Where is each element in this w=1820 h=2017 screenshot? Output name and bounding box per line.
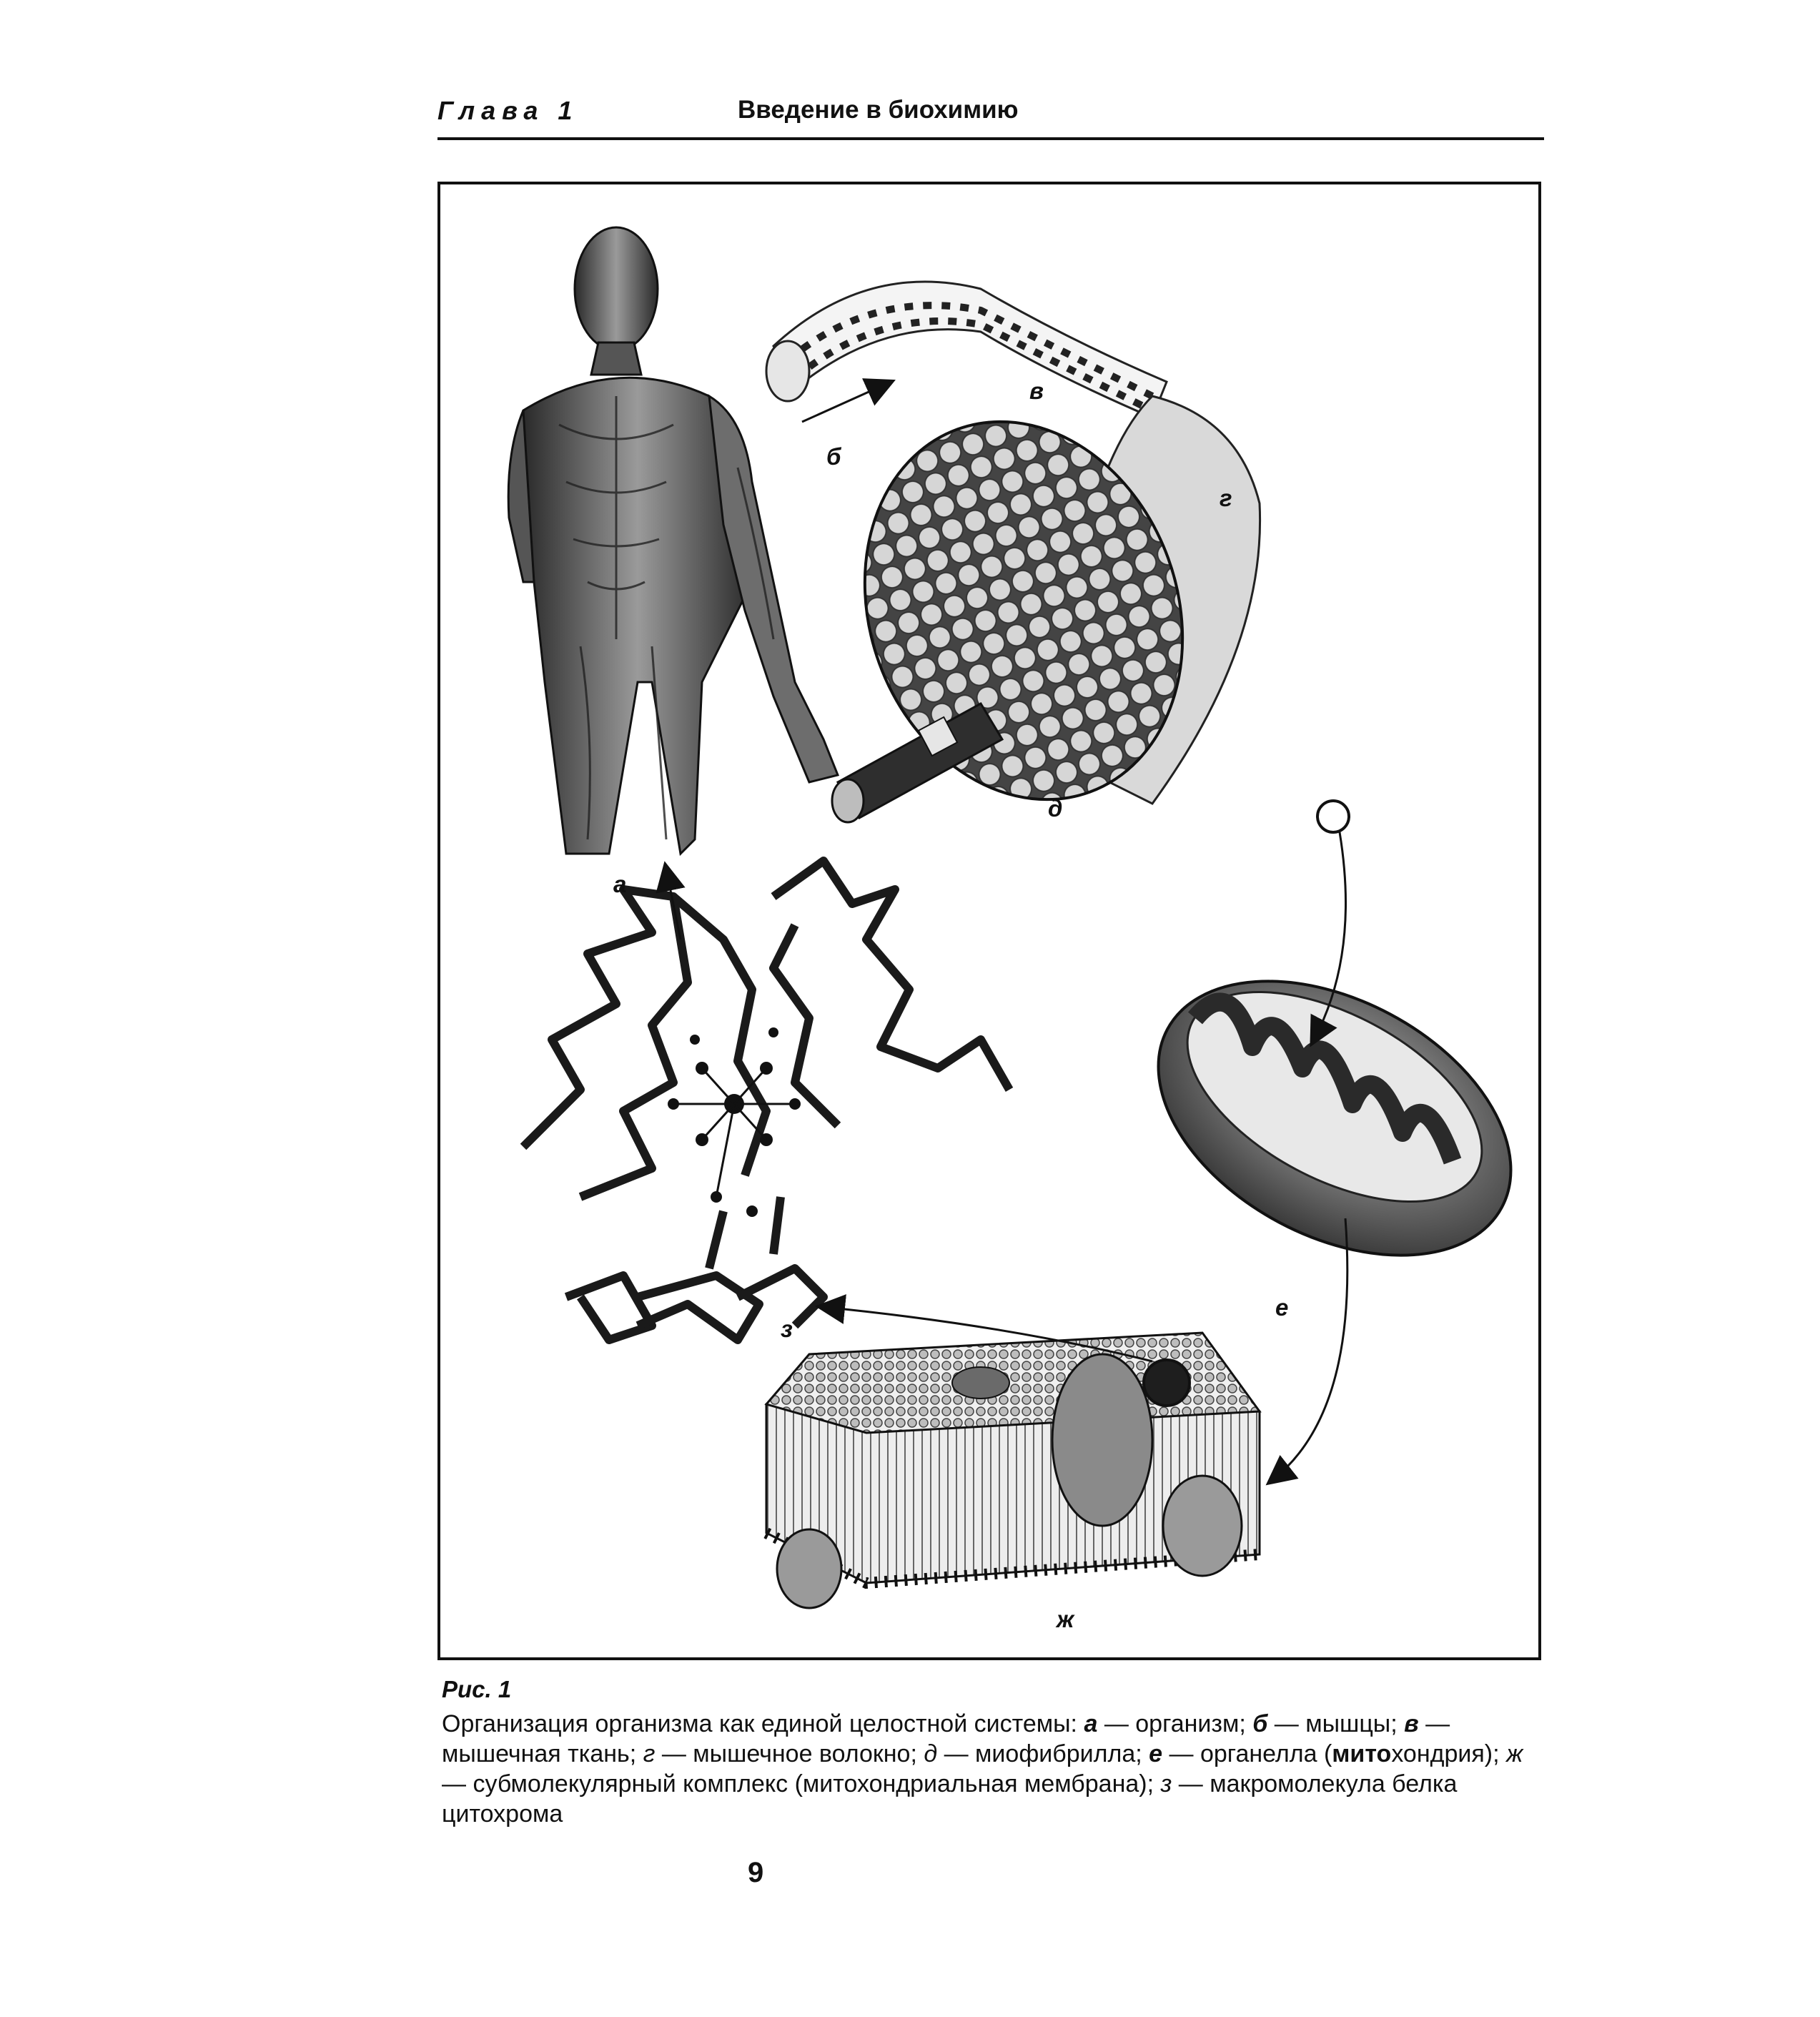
label-e: е	[1275, 1294, 1289, 1321]
label-v: в	[1029, 378, 1044, 404]
arrow-b-to-v	[802, 383, 888, 422]
chapter-label: Глава 1	[437, 96, 579, 125]
membrane-drawing	[766, 1333, 1260, 1608]
muscle-tissue-drawing	[766, 282, 1167, 418]
running-header	[437, 94, 1544, 140]
caption-key-a: а	[1084, 1710, 1098, 1737]
caption-item-b: — мышцы;	[1267, 1710, 1405, 1737]
label-b: б	[826, 443, 841, 470]
heme-group	[668, 1027, 801, 1217]
caption-item-v: — мышечная ткань;	[442, 1710, 1450, 1767]
caption-key-z: з	[1160, 1770, 1172, 1797]
caption-bold-mito: мито	[1332, 1740, 1392, 1767]
caption-item-d: — миофибрилла;	[937, 1740, 1149, 1767]
caption-intro: Организация организма как единой целостной системы:	[442, 1710, 1084, 1737]
caption-key-v: в	[1404, 1710, 1419, 1737]
caption-item-z: — макромолекула белка цитохрома	[442, 1770, 1458, 1828]
label-g: г	[1220, 485, 1232, 511]
caption-key-b: б	[1252, 1710, 1268, 1737]
arrow-mitochondrion-to-membrane	[1272, 1218, 1347, 1480]
caption-item-a: — организм;	[1097, 1710, 1253, 1737]
figure-number: Рис. 1	[442, 1676, 512, 1702]
label-zh: ж	[1057, 1606, 1074, 1632]
caption-text: Организация организма как единой целостной системы: а — организм; б — мышцы; в — мышечная ткань; г — мышечное волокно; д — миофибрилла; е — органелла (митохондрия); ж — субмолекулярный комплекс (митохондриальная мембрана); з — макромолекула белка цитохрома	[442, 1710, 1523, 1828]
caption-key-d: д	[924, 1740, 938, 1767]
highlight-circle	[1317, 801, 1349, 832]
page-number: 9	[748, 1857, 764, 1888]
caption-key-e: е	[1149, 1740, 1163, 1767]
caption-item-zh: — субмолекулярный комплекс (митохондриальная мембрана);	[442, 1770, 1161, 1797]
label-d: д	[1048, 795, 1063, 822]
caption-item-mito: хондрия);	[1391, 1740, 1506, 1767]
caption-item-g: — мышечное волокно;	[655, 1740, 924, 1767]
caption-key-zh: ж	[1505, 1740, 1523, 1767]
mitochondrion-drawing	[1112, 925, 1558, 1311]
label-a: а	[613, 871, 627, 897]
cytochrome-molecule-drawing	[523, 861, 1009, 1340]
human-body-drawing	[508, 227, 838, 854]
label-z: з	[781, 1316, 793, 1342]
chapter-title: Введение в биохимию	[738, 96, 1019, 124]
figure-illustration	[437, 182, 1541, 1660]
figure-caption	[442, 1675, 1543, 1829]
caption-key-g: г	[643, 1740, 656, 1767]
caption-item-e: — органелла	[1162, 1740, 1324, 1767]
